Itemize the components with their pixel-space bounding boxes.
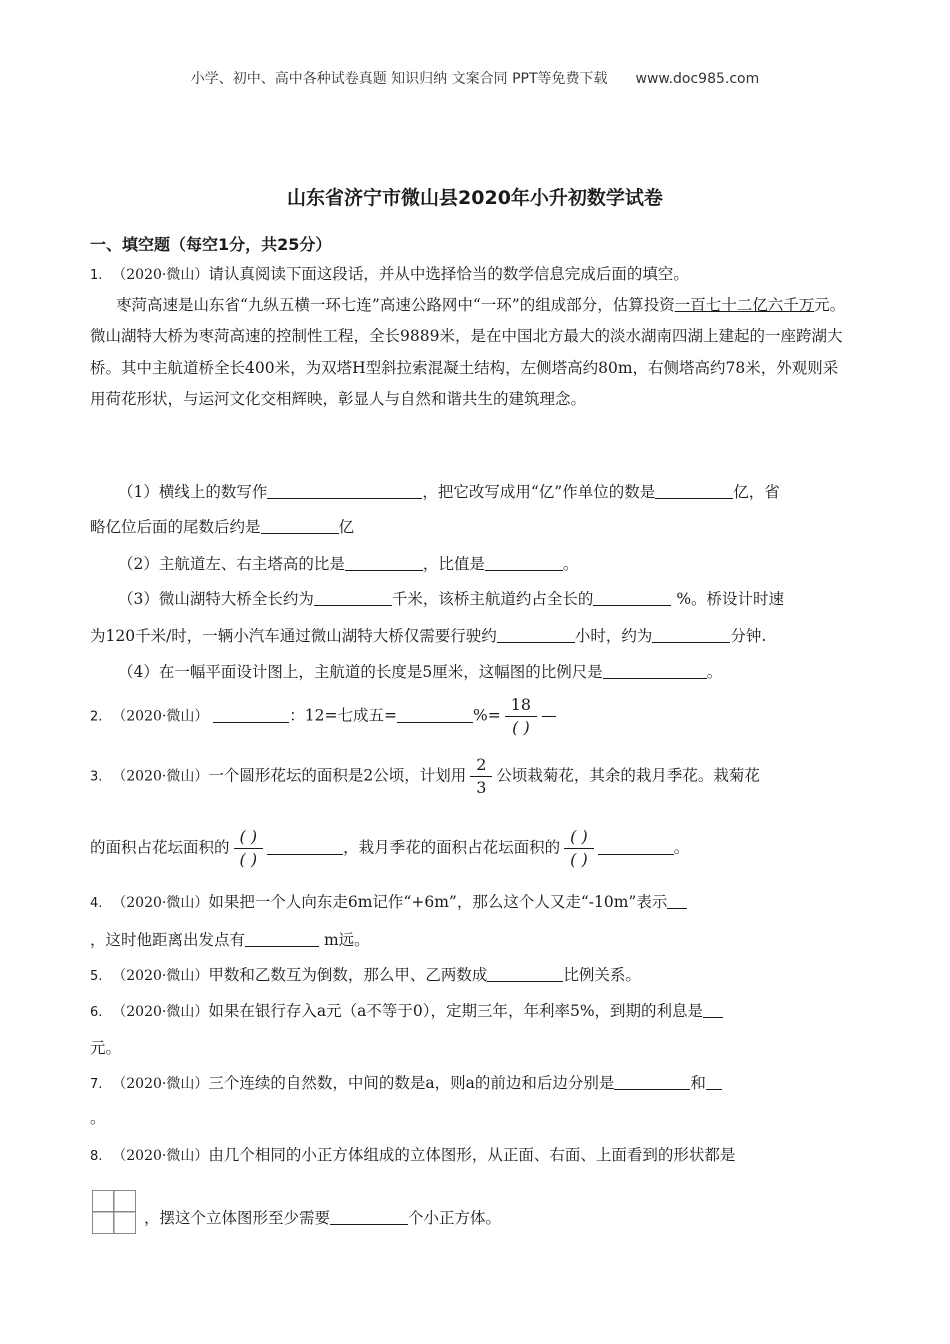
q7-text-3: 。 [90,1109,106,1127]
fraction-numerator: 2 [476,755,487,774]
passage-before: 枣菏高速是山东省“九纵五横一环七连”高速公路网中“一环”的组成部分，估算投资 [116,296,675,314]
q4-number: 4. [90,896,103,911]
source-tag: （2020·微山） [112,968,209,984]
answer-blank[interactable] [652,626,730,643]
answer-blank[interactable] [213,706,289,723]
answer-blank[interactable] [703,1001,723,1018]
q4-line [90,890,687,912]
answer-blank[interactable] [706,1073,722,1090]
q4-text-3: m远。 [319,931,370,949]
source-tag: （2020·微山） [112,1148,209,1164]
passage-underlined: 一百七十二亿六千万 [674,296,815,314]
q2-line [90,694,557,739]
q2-fraction [505,694,537,739]
q7-number: 7. [90,1077,103,1092]
q1-sub3 [118,587,784,609]
source-tag: （2020·微山） [112,1004,209,1020]
q5-text-2: 比例关系。 [563,966,641,984]
answer-blank[interactable] [485,554,563,571]
q3-fraction [470,754,492,799]
sub2-c: 。 [562,555,579,573]
section-heading: 一、填空题（每空1分，共25分） [90,235,332,254]
sub3-c: %。桥设计时速 [671,590,785,608]
q3-paren-fraction[interactable] [234,826,264,871]
answer-blank[interactable] [314,589,392,606]
answer-blank[interactable] [603,662,707,679]
sub4-a: （4）在一幅平面设计图上，主航道的长度是5厘米，这幅图的比例尺是 [118,663,603,681]
q7-line-2 [90,1106,106,1128]
q4-text-2: ，这时他距离出发点有 [90,931,246,949]
q3-text-5: 。 [673,838,690,857]
source-tag: （2020·微山） [112,267,209,283]
header-text: 小学、初中、高中各种试卷真题 知识归纳 文案合同 PPT等免费下载 [190,71,608,87]
q5-text-1: 甲数和乙数互为倒数，那么甲、乙两数成 [208,966,488,984]
fraction-denominator: ( ) [570,850,588,869]
square-grid-icon [92,1190,136,1234]
q7-text-1: 三个连续的自然数，中间的数是a，则a的前边和后边分别是 [208,1074,615,1092]
q3-text-2: 公顷栽菊花，其余的栽月季花。栽菊花 [496,766,760,785]
header-site[interactable]: www.doc985.com [635,71,760,87]
q3-line-2 [90,826,689,871]
answer-blank[interactable] [261,517,339,534]
q3-text-3: 的面积占花坛面积的 [90,838,230,857]
fraction-denominator: 3 [470,776,492,799]
sub4-b: 。 [706,663,723,681]
q6-number: 6. [90,1005,103,1020]
sub3-a: （3）微山湖特大桥全长约为 [118,590,314,608]
source-tag: （2020·微山） [112,1076,209,1092]
q2-text-1: ：12=七成五= [289,706,397,725]
fraction-numerator: ( ) [564,826,594,849]
q8-line-2 [144,1206,501,1228]
answer-blank[interactable] [497,626,575,643]
q2-text-2: %= [473,706,501,725]
q6-line-2 [90,1036,121,1058]
q8-line [90,1143,735,1165]
q5-line [90,963,641,985]
q3-paren-fraction[interactable] [564,826,594,871]
q7-line [90,1071,722,1093]
sub1-b: ，把它改写成用“亿”作单位的数是 [422,483,656,501]
q7-text-2: 和 [690,1074,706,1092]
sub1-e: 亿 [338,518,355,536]
q2-number: 2. [90,709,103,725]
q1-sub2 [118,552,578,574]
sub3-e: 小时，约为 [574,627,653,645]
answer-blank[interactable] [345,554,423,571]
q3-text-1: 一个圆形花坛的面积是2公顷，计划用 [208,766,467,785]
q2-text-3: — [541,706,557,725]
passage-after: 元。微山湖特大桥为枣菏高速的控制性工程，全长9889米，是在中国北方最大的淡水湖南四湖上建起的一座跨湖大桥。其中主航道桥全长400米，为双塔H型斜拉索混凝土结构，左侧塔高约80m，右侧塔高约78米，外观则采用荷花形状，与运河文化交相辉映，彰显人与自然和谐共生的建筑理念。 [90,296,846,409]
sub3-d: 为120千米/时，一辆小汽车通过微山湖特大桥仅需要行驶约 [90,627,497,645]
q4-text-1: 如果把一个人向东走6m记作“+6m”，那么这个人又走“-10m”表示 [208,893,668,911]
answer-blank[interactable] [614,1073,690,1090]
answer-blank[interactable] [487,965,563,982]
sub2-b: ，比值是 [422,555,485,573]
q3-line [90,754,760,799]
q1-number: 1. [90,268,103,283]
source-tag: （2020·微山） [112,768,209,785]
q8-text-3: 个小正方体。 [408,1209,502,1227]
answer-blank[interactable] [598,838,674,855]
q8-text-2: ，摆这个立体图形至少需要 [144,1209,331,1227]
source-tag: （2020·微山） [112,708,209,725]
q6-text-1: 如果在银行存入a元（a不等于0），定期三年，年利率5%，到期的利息是 [208,1002,704,1020]
q6-text-2: 元。 [90,1039,122,1057]
q1-line [90,262,689,284]
page-header [0,68,950,88]
q8-number: 8. [90,1149,103,1164]
exam-title: 山东省济宁市微山县2020年小升初数学试卷 [287,187,663,209]
sub1-d: 略亿位后面的尾数后约是 [90,518,261,536]
sub3-b: 千米，该桥主航道约占全长的 [391,590,594,608]
q1-passage [90,290,852,416]
answer-blank[interactable] [330,1208,408,1225]
answer-blank[interactable] [397,706,473,723]
sub2-a: （2）主航道左、右主塔高的比是 [118,555,345,573]
q3-text-4: ，栽月季花的面积占花坛面积的 [343,838,561,857]
sub1-c: 亿，省 [733,483,780,501]
answer-blank[interactable] [267,838,343,855]
sub3-f: 分钟. [730,627,767,645]
answer-blank[interactable] [245,930,319,947]
fraction-numerator: 18 [505,694,537,717]
answer-blank[interactable] [593,589,671,606]
q5-number: 5. [90,969,103,984]
q1-sub4 [118,660,722,682]
q8-text-1: 由几个相同的小正方体组成的立体图形，从正面、右面、上面看到的形状都是 [208,1146,736,1164]
q3-number: 3. [90,769,103,785]
q4-line-2 [90,928,370,950]
source-tag: （2020·微山） [112,895,209,911]
fraction-denominator: ( ) [239,850,258,869]
q1-sub1-cont [90,515,354,537]
fraction-numerator: ( ) [234,826,264,849]
answer-blank[interactable] [267,482,422,499]
fraction-denominator[interactable]: ( ) [512,718,530,737]
sub1-a: （1）横线上的数写作 [118,483,268,501]
answer-blank[interactable] [667,892,687,909]
q6-line [90,999,723,1021]
q1-sub1 [118,480,780,502]
q1-sub3-cont [90,624,766,646]
q1-text: 请认真阅读下面这段话，并从中选择恰当的数学信息完成后面的填空。 [208,265,689,283]
answer-blank[interactable] [655,482,733,499]
